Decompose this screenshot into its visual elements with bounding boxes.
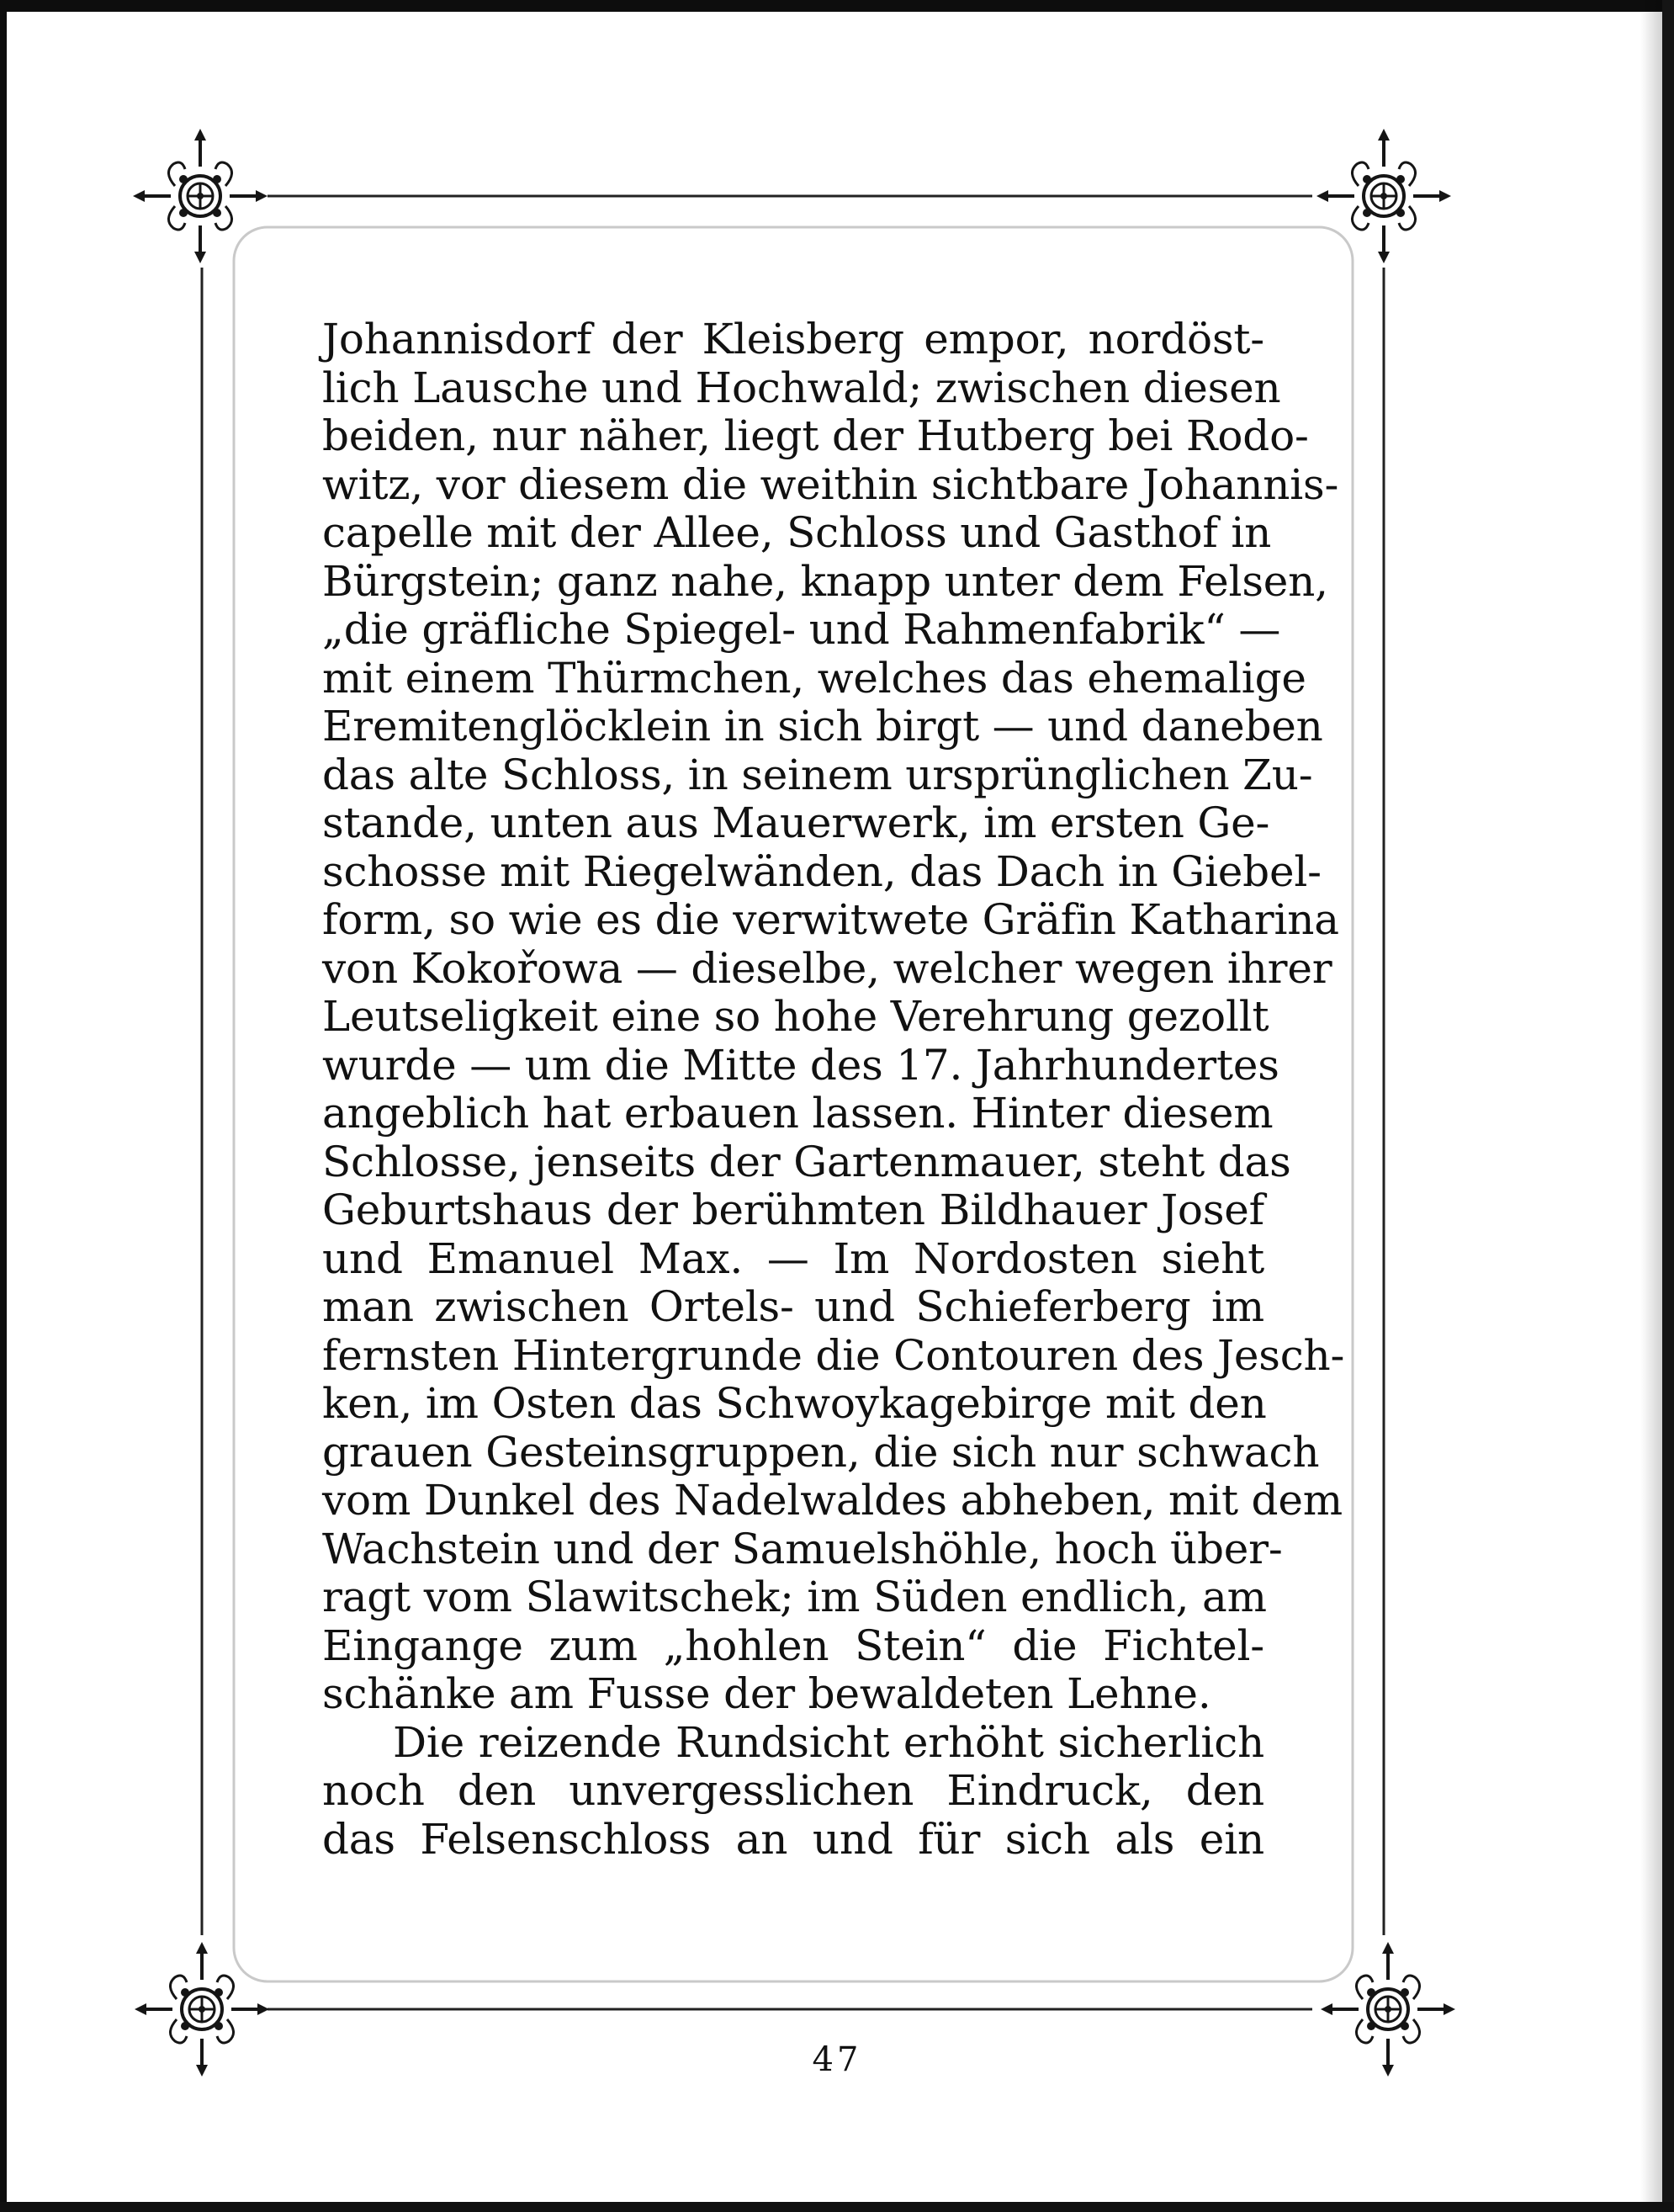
text-line: von Kokořowa — dieselbe, welcher wegen ihrer: [322, 943, 1332, 993]
text-line: und Emanuel Max. — Im Nordosten sieht: [322, 1233, 1264, 1283]
text-line: Geburtshaus der berühmten Bildhauer Josef: [322, 1186, 1264, 1234]
text-line: wurde — um die Mitte des 17. Jahrhundertes: [322, 1040, 1279, 1090]
text-line: form, so wie es die verwitwete Gräfin Katharina: [322, 895, 1339, 944]
text-line: Leutseligkeit eine so hohe Verehrung gezollt: [322, 992, 1269, 1041]
text-line: Eremitenglöcklein in sich birgt — und daneben: [322, 702, 1323, 751]
text-line: Bürgstein; ganz nahe, knapp unter dem Felsen,: [322, 556, 1328, 606]
text-line: fernsten Hintergrunde die Contouren des Jesch-: [322, 1330, 1345, 1380]
text-line: Wachstein und der Samuelshöhle, hoch über-: [322, 1524, 1283, 1573]
text-line: mit einem Thürmchen, welches das ehemalige: [322, 653, 1306, 703]
text-line: Schlosse, jenseits der Gartenmauer, steht das: [322, 1137, 1291, 1186]
body-text: [322, 315, 1345, 1864]
text-line: grauen Gesteinsgruppen, die sich nur schwach: [322, 1427, 1320, 1477]
text-line: witz, vor diesem die weithin sichtbare Johannis-: [322, 459, 1339, 509]
text-line: das alte Schloss, in seinem ursprünglichen Zu-: [322, 750, 1313, 799]
text-line: vom Dunkel des Nadelwaldes abheben, mit dem: [322, 1476, 1343, 1525]
text-line: lich Lausche und Hochwald; zwischen diesen: [322, 363, 1281, 412]
text-line: stande, unten aus Mauerwerk, im ersten Ge-: [322, 798, 1270, 847]
page-number: 47: [812, 2040, 862, 2079]
text-line: noch den unvergesslichen Eindruck, den: [322, 1766, 1264, 1815]
text-line: schosse mit Riegelwänden, das Dach in Giebel-: [322, 846, 1322, 896]
text-line: Johannisdorf der Kleisberg empor, nordöst-: [322, 315, 1264, 363]
text-line: Eingange zum „hohlen Stein“ die Fichtel-: [322, 1621, 1264, 1670]
text-line: man zwischen Ortels- und Schieferberg im: [322, 1282, 1264, 1331]
text-line: angeblich hat erbauen lassen. Hinter diesem: [322, 1089, 1274, 1138]
text-line: capelle mit der Allee, Schloss und Gasthof in: [322, 508, 1272, 557]
text-line: beiden, nur näher, liegt der Hutberg bei Rodo-: [322, 411, 1309, 460]
text-line: das Felsenschloss an und für sich als ein: [322, 1814, 1264, 1864]
corner-ornament-top-right-icon: [1316, 129, 1451, 263]
text-line: „die gräfliche Spiegel- und Rahmenfabrik“ —: [322, 605, 1281, 654]
paragraph-start-line: Die reizende Rundsicht erhöht sicherlich: [393, 1717, 1264, 1767]
corner-ornament-top-left-icon: [133, 129, 268, 263]
paragraph-end-line: schänke am Fusse der bewaldeten Lehne.: [322, 1669, 1211, 1718]
text-line: ragt vom Slawitschek; im Süden endlich, am: [322, 1573, 1267, 1621]
text-line: ken, im Osten das Schwoykagebirge mit den: [322, 1379, 1267, 1428]
